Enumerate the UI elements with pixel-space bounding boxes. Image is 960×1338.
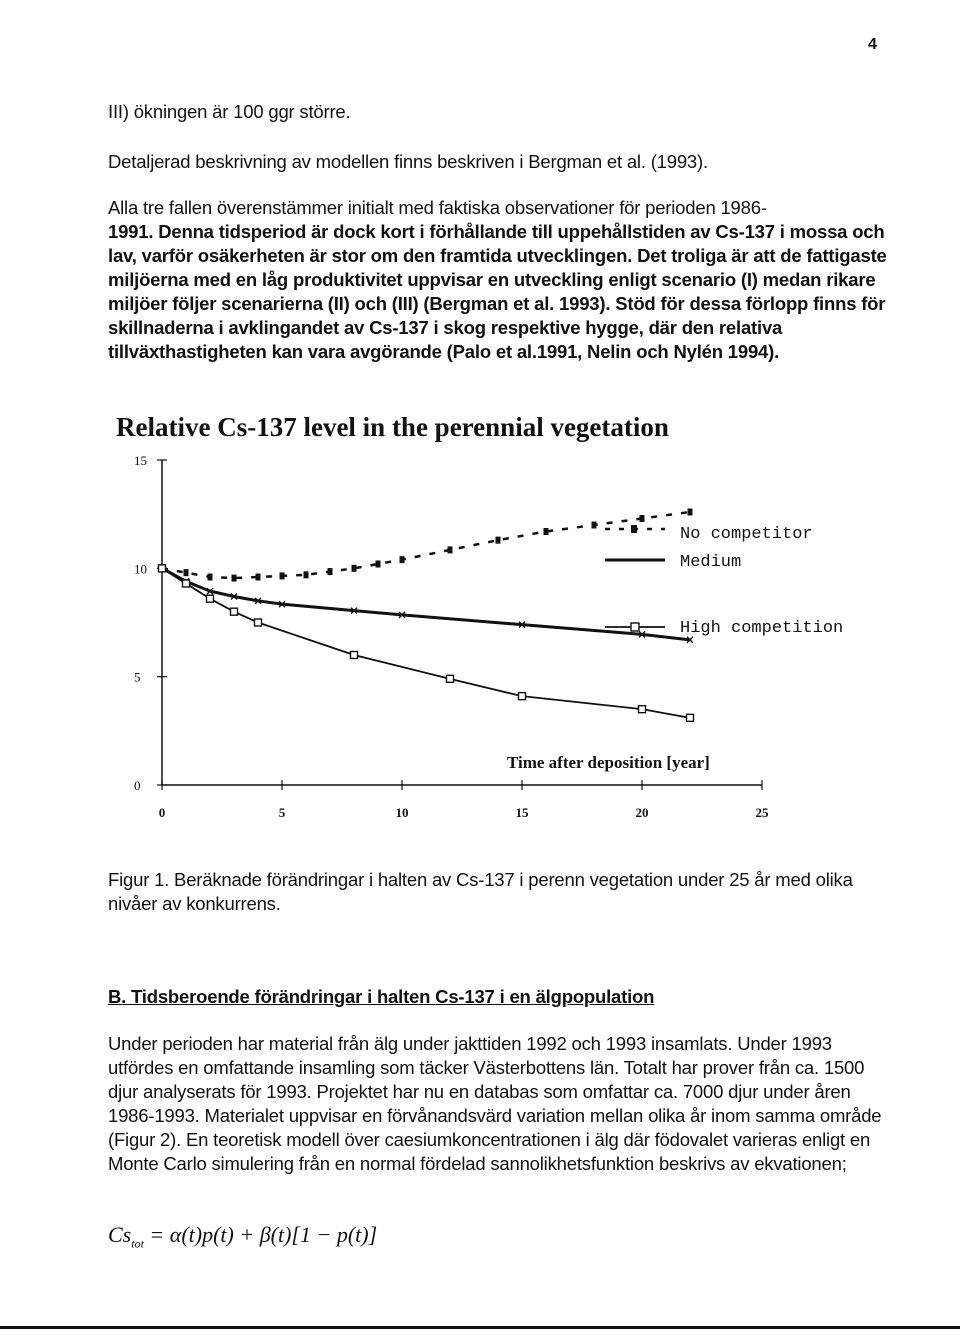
marker-no-competitor <box>688 509 693 516</box>
y-tick-label: 15 <box>134 453 147 468</box>
figure-caption: Figur 1. Beräknade förändringar i halten av Cs-137 i perenn vegetation under 25 år med olika nivåer av konkurrens. <box>108 869 853 914</box>
legend-label-medium: Medium <box>680 553 742 572</box>
legend-marker-no-competitor <box>631 525 637 533</box>
marker-no-competitor <box>208 574 213 581</box>
marker-no-competitor <box>448 546 453 553</box>
page-bottom-rule <box>0 1326 960 1329</box>
marker-no-competitor <box>376 561 381 568</box>
section-paragraph: Under perioden har material från älg under jakttiden 1992 och 1993 insamlats. Under 1993 utfördes en omfattande insamling som täcker Västerbottens län. Totalt har prover från ca. 1500 djur analyserats för 1993. Projektet har nu en databas som omfattar ca. 7000 djur under åren 1986-1993. Materialet uppvisar en förvånandsvärd variation mellan olika år inom samma område (Figur 2). En teoretisk modell över caesiumkoncentrationen i älg där födovalet varieras enligt en Monte Carlo simulering från en normal fördelad sannolikhetsfunktion beskrivs av ekvationen; <box>108 1033 882 1174</box>
marker-high-competition <box>231 608 238 615</box>
marker-high-competition <box>687 714 694 721</box>
x-tick-label: 15 <box>515 805 529 820</box>
marker-no-competitor <box>232 575 237 582</box>
x-tick-label: 5 <box>278 805 286 820</box>
marker-high-competition <box>519 693 526 700</box>
marker-high-competition <box>351 652 358 659</box>
chart-title: Relative Cs-137 level in the perennial vegetation <box>116 412 669 442</box>
marker-no-competitor <box>304 571 309 578</box>
marker-no-competitor <box>544 528 549 535</box>
paragraph-scenario-iii: III) ökningen är 100 ggr större. <box>108 101 351 122</box>
equation-lhs-subscript: tot <box>131 1236 144 1251</box>
section-heading: B. Tidsberoende förändringar i halten Cs-137 i en älgpopulation <box>108 986 655 1007</box>
paragraph-observations-line1: Alla tre fallen överenstämmer initialt med faktiska observationer för perioden 1986- <box>108 197 767 218</box>
marker-no-competitor <box>280 572 285 579</box>
y-tick-label: 10 <box>134 561 147 577</box>
series-line-high-competition <box>162 568 690 718</box>
x-tick-label: 0 <box>158 805 166 820</box>
legend-marker-high-competition <box>631 623 639 631</box>
marker-no-competitor <box>640 515 645 522</box>
x-tick-label: 10 <box>395 805 409 820</box>
x-axis-label: Time after deposition [year] <box>506 753 710 772</box>
paragraph-model-reference: Detaljerad beskrivning av modellen finns beskriven i Bergman et al. (1993). <box>108 151 708 172</box>
marker-high-competition <box>447 675 454 682</box>
line-chart <box>100 440 880 840</box>
marker-high-competition <box>639 706 646 713</box>
marker-no-competitor <box>592 522 597 529</box>
x-tick-label: 20 <box>635 805 649 820</box>
page-number: 4 <box>868 36 877 53</box>
equation <box>108 1222 377 1251</box>
marker-no-competitor <box>328 568 333 575</box>
y-tick-label: 0 <box>134 778 141 793</box>
legend-label-high-competition: High competition <box>680 619 844 638</box>
y-tick-label: 5 <box>134 669 141 685</box>
marker-high-competition <box>159 565 166 572</box>
equation-rhs: = α(t)p(t) + β(t)[1 − p(t)] <box>143 1222 378 1247</box>
series-line-no-competitor <box>162 512 690 578</box>
marker-no-competitor <box>352 565 357 572</box>
marker-no-competitor <box>184 569 189 576</box>
legend-label-no-competitor: No competitor <box>680 525 813 544</box>
marker-high-competition <box>183 580 190 587</box>
x-tick-label: 25 <box>755 805 769 820</box>
marker-high-competition <box>207 595 214 602</box>
equation-lhs: Cs <box>108 1222 132 1247</box>
marker-no-competitor <box>496 537 501 544</box>
marker-high-competition <box>255 619 262 626</box>
marker-no-competitor <box>256 574 261 581</box>
series-line-medium <box>162 568 690 640</box>
marker-no-competitor <box>400 556 405 563</box>
paragraph-observations-body: 1991. Denna tidsperiod är dock kort i förhållande till uppehållstiden av Cs-137 i mossa och lav, varför osäkerheten är stor om den framtida utvecklingen. Det troliga är att de fattigaste miljöerna med en låg produktivitet uppvisar en utveckling enligt scenario (I) medan rikare miljöer följer scenarierna (II) och (III) (Bergman et al. 1993). Stöd för dessa förlopp finns för skillnaderna i avklingandet av Cs-137 i skog respektive hygge, där den relativa tillväxthastigheten kan vara avgörande (Palo et al.1991, Nelin och Nylén 1994). <box>108 221 887 362</box>
